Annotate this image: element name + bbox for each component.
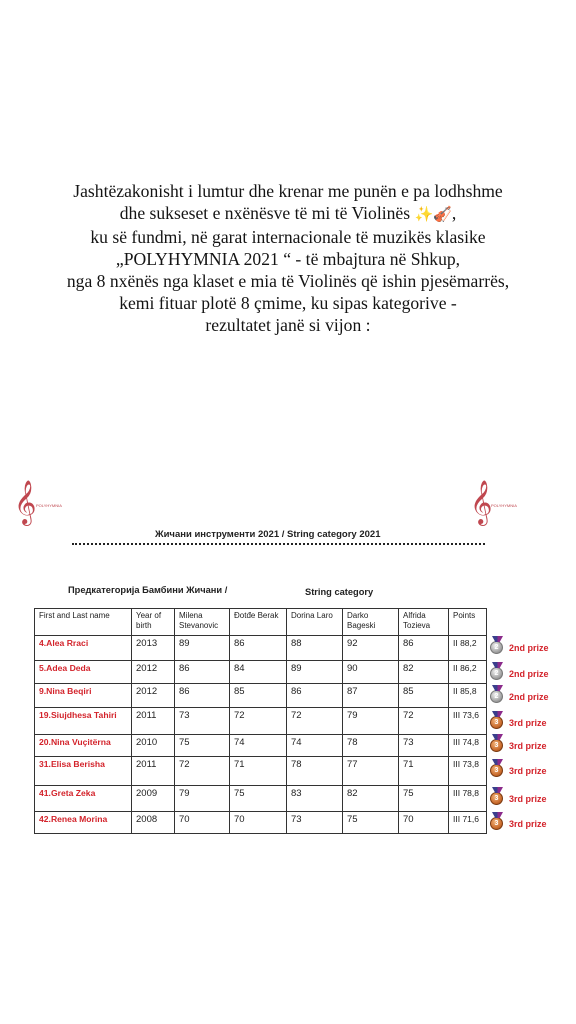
points-cell: II 86,2 — [449, 661, 487, 684]
subcategory-label: Предкатегорија Бамбини Жичани / — [68, 585, 228, 595]
column-header: Year of birth — [132, 609, 175, 636]
score-cell: 75 — [175, 735, 230, 757]
score-cell: 85 — [399, 684, 449, 708]
score-cell: 70 — [230, 812, 287, 834]
score-cell: 79 — [175, 786, 230, 812]
contestant-name: 42.Renea Morina — [35, 812, 132, 834]
column-header: Points — [449, 609, 487, 636]
violin-icon: 🎻 — [433, 207, 452, 223]
points-cell: II 85,8 — [449, 684, 487, 708]
column-header: Dorina Laro — [287, 609, 343, 636]
birth-year: 2008 — [132, 812, 175, 834]
table-row — [35, 757, 487, 786]
score-cell: 90 — [343, 661, 399, 684]
score-cell: 74 — [287, 735, 343, 757]
bronze-medal-icon: 3 — [490, 716, 503, 729]
points-cell: III 74,8 — [449, 735, 487, 757]
score-cell: 88 — [287, 636, 343, 661]
score-cell: 79 — [343, 708, 399, 735]
score-cell: 75 — [343, 812, 399, 834]
story-caption — [0, 180, 576, 336]
score-cell: 73 — [175, 708, 230, 735]
sparkles-icon: ✨ — [414, 207, 434, 223]
points-cell: II 88,2 — [449, 636, 487, 661]
score-cell: 71 — [399, 757, 449, 786]
birth-year: 2012 — [132, 684, 175, 708]
table-row — [35, 708, 487, 735]
score-cell: 78 — [287, 757, 343, 786]
treble-clef-icon: 𝄞 — [14, 480, 37, 524]
bronze-medal-icon: 3 — [490, 764, 503, 777]
score-cell: 78 — [343, 735, 399, 757]
dotted-divider — [72, 543, 485, 545]
birth-year: 2011 — [132, 708, 175, 735]
column-header: Alfrida Tozieva — [399, 609, 449, 636]
results-table — [34, 608, 487, 834]
table-row — [35, 735, 487, 757]
caption-line: kemi fituar plotë 8 çmime, ku sipas kategorive - — [119, 293, 457, 313]
prize-label: 3rd prize — [509, 819, 547, 829]
score-cell: 70 — [399, 812, 449, 834]
caption-line: ku së fundmi, në garat internacionale të muzikës klasike — [90, 227, 486, 247]
table-row — [35, 684, 487, 708]
score-cell: 82 — [399, 661, 449, 684]
contestant-name: 19.Siujdhesa Tahiri — [35, 708, 132, 735]
column-header: Đotđe Berak — [230, 609, 287, 636]
prize-label: 2nd prize — [509, 669, 549, 679]
contestant-name: 9.Nina Beqiri — [35, 684, 132, 708]
column-header: Milena Stevanovic — [175, 609, 230, 636]
birth-year: 2012 — [132, 661, 175, 684]
caption-line: „POLYHYMNIA 2021 “ - të mbajtura në Shkup, — [115, 249, 461, 269]
prize-label: 3rd prize — [509, 766, 547, 776]
score-cell: 87 — [343, 684, 399, 708]
score-cell: 86 — [175, 661, 230, 684]
contestant-name: 20.Nina Vuçitërna — [35, 735, 132, 757]
caption-line: nga 8 nxënës nga klaset e mia të Violinës që ishin pjesëmarrës, — [66, 271, 510, 291]
silver-medal-icon: 2 — [490, 667, 503, 680]
birth-year: 2009 — [132, 786, 175, 812]
score-cell: 83 — [287, 786, 343, 812]
column-header: Darko Bageski — [343, 609, 399, 636]
silver-medal-icon: 2 — [490, 690, 503, 703]
birth-year: 2010 — [132, 735, 175, 757]
score-cell: 75 — [230, 786, 287, 812]
points-cell: III 73,6 — [449, 708, 487, 735]
clef-logo-text: POLYHYMNIA — [36, 503, 62, 508]
subcategory-label-en: String category — [305, 587, 374, 597]
score-cell: 82 — [343, 786, 399, 812]
score-cell: 89 — [287, 661, 343, 684]
score-cell: 70 — [175, 812, 230, 834]
score-cell: 71 — [230, 757, 287, 786]
bronze-medal-icon: 3 — [490, 739, 503, 752]
points-cell: III 78,8 — [449, 786, 487, 812]
caption-line: dhe sukseset e nxënësve të mi të Violinës ✨🎻, — [119, 203, 457, 223]
table-row — [35, 661, 487, 684]
prize-label: 2nd prize — [509, 643, 549, 653]
score-cell: 73 — [287, 812, 343, 834]
score-cell: 92 — [343, 636, 399, 661]
points-cell: III 71,6 — [449, 812, 487, 834]
score-cell: 72 — [230, 708, 287, 735]
score-cell: 86 — [287, 684, 343, 708]
score-cell: 72 — [399, 708, 449, 735]
treble-clef-icon: 𝄞 — [470, 480, 493, 524]
contestant-name: 31.Elisa Berisha — [35, 757, 132, 786]
prize-label: 3rd prize — [509, 794, 547, 804]
score-cell: 86 — [175, 684, 230, 708]
score-cell: 86 — [230, 636, 287, 661]
silver-medal-icon: 2 — [490, 641, 503, 654]
score-cell: 77 — [343, 757, 399, 786]
table-row — [35, 636, 487, 661]
score-cell: 85 — [230, 684, 287, 708]
table-row — [35, 786, 487, 812]
prize-label: 3rd prize — [509, 718, 547, 728]
score-cell: 73 — [399, 735, 449, 757]
caption-line: Jashtëzakonisht i lumtur dhe krenar me punën e pa lodhshme — [73, 181, 503, 201]
points-cell: III 73,8 — [449, 757, 487, 786]
prize-label: 2nd prize — [509, 692, 549, 702]
birth-year: 2011 — [132, 757, 175, 786]
bronze-medal-icon: 3 — [490, 792, 503, 805]
score-cell: 74 — [230, 735, 287, 757]
contestant-name: 41.Greta Zeka — [35, 786, 132, 812]
prize-label: 3rd prize — [509, 741, 547, 751]
contestant-name: 5.Adea Deda — [35, 661, 132, 684]
table-row — [35, 812, 487, 834]
birth-year: 2013 — [132, 636, 175, 661]
clef-logo-text: POLYHYMNIA — [491, 503, 517, 508]
score-cell: 75 — [399, 786, 449, 812]
bronze-medal-icon: 3 — [490, 817, 503, 830]
column-header: First and Last name — [35, 609, 132, 636]
score-cell: 72 — [287, 708, 343, 735]
score-cell: 84 — [230, 661, 287, 684]
caption-line: rezultatet janë si vijon : — [205, 315, 371, 335]
contestant-name: 4.Alea Rraci — [35, 636, 132, 661]
table-header-row — [35, 609, 487, 636]
score-cell: 89 — [175, 636, 230, 661]
document-heading: Жичани инструменти 2021 / String category 2021 — [155, 529, 381, 540]
score-cell: 72 — [175, 757, 230, 786]
score-cell: 86 — [399, 636, 449, 661]
